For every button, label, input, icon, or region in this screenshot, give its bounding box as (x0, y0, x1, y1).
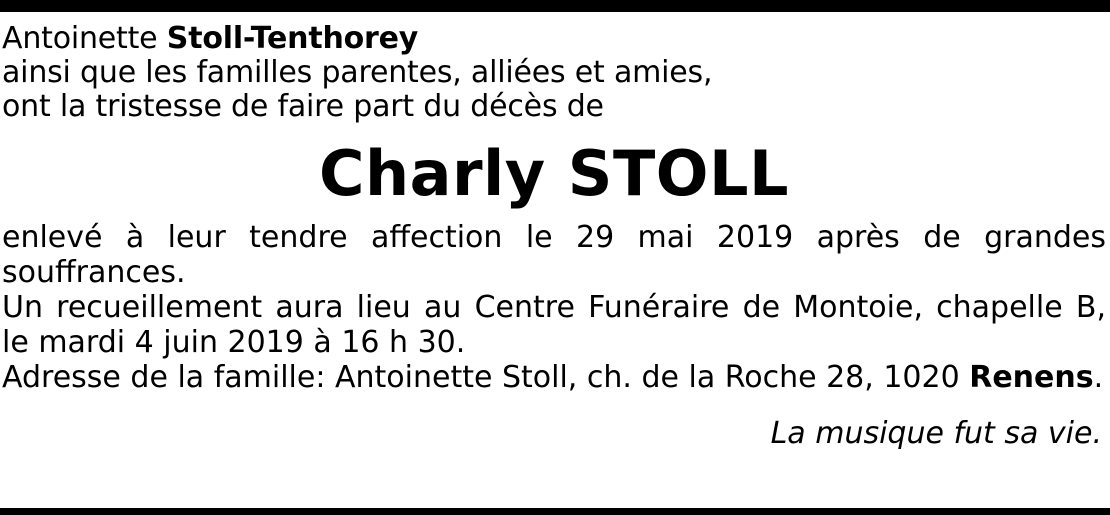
notice-body (0, 12, 1110, 508)
announcer-first-name: Antoinette (2, 21, 167, 56)
deceased-name: Charly STOLL (319, 137, 789, 210)
address-prefix: Adresse de la famille: Antoinette Stoll, ch. de la Roche 28, 1020 (2, 360, 970, 395)
announcer-last-name: Stoll-Tenthorey (166, 21, 419, 56)
ceremony-line: Un recueillement aura lieu au Centre Funéraire de Montoie, chapelle B, (2, 290, 1106, 325)
ceremony-time-line: le mardi 4 juin 2019 à 16 h 30. (2, 325, 466, 360)
announcer-families-line: ainsi que les familles parentes, alliées et amies, (2, 55, 713, 90)
announcer-sorrow-line: ont la tristesse de faire part du décès de (2, 89, 604, 124)
address-suffix: . (1093, 360, 1104, 395)
service-details-block (2, 220, 1106, 395)
announcer-name-line (2, 22, 1106, 56)
family-address-line (2, 360, 1106, 395)
top-rule-divider (0, 0, 1110, 12)
announcer-block (2, 22, 1106, 124)
passing-line: enlevé à leur tendre affection le 29 mai 2019 après de grandes souffrances. (2, 220, 1106, 290)
epitaph-line: La musique fut sa vie. (770, 416, 1102, 451)
address-city: Renens (969, 360, 1094, 395)
bottom-rule-divider (0, 508, 1110, 515)
